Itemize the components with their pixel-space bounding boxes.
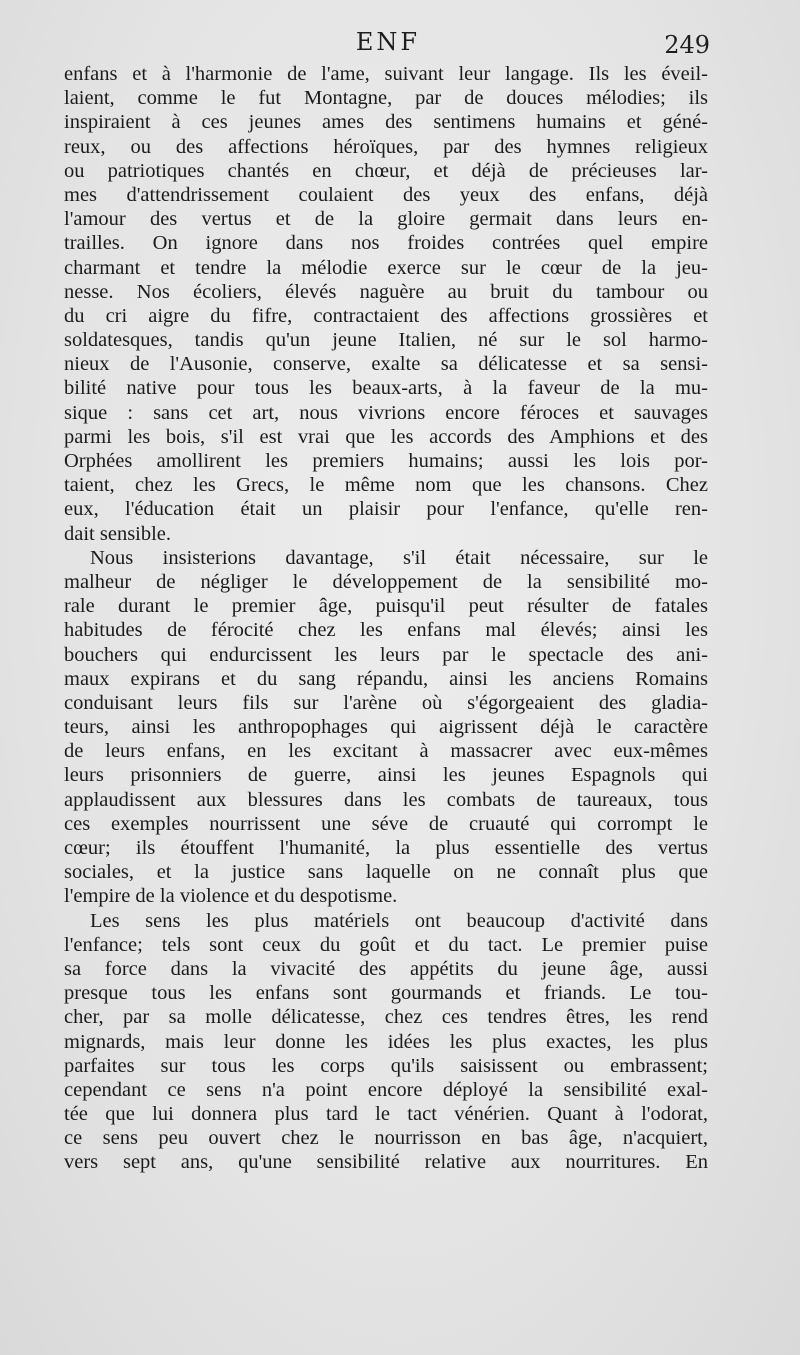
text-line: charmant et tendre la mélodie exerce sur le cœur de la jeu- [64, 256, 708, 279]
text-line: rale durant le premier âge, puisqu'il peut résulter de fatales [64, 595, 708, 618]
text-line: bouchers qui endurcissent les leurs par le spectacle des ani- [64, 643, 708, 666]
text-line: laient, comme le fut Montagne, par de douces mélodies; ils [64, 87, 708, 110]
text-line: inspiraient à ces jeunes ames des sentimens humains et géné- [64, 111, 708, 134]
text-line: leurs prisonniers de guerre, ainsi les jeunes Espagnols qui [64, 764, 708, 787]
text-line: reux, ou des affections héroïques, par des hymnes religieux [64, 135, 708, 158]
text-line: l'amour des vertus et de la gloire germait dans leurs en- [64, 208, 708, 231]
text-line: eux, l'éducation était un plaisir pour l'enfance, qu'elle ren- [64, 498, 708, 521]
text-line: cœur; ils étouffent l'humanité, la plus essentielle des vertus [64, 837, 708, 859]
text-line: l'empire de la violence et du despotisme. [64, 885, 398, 908]
text-line: parfaites sur tous les corps qu'ils saisissent ou embrassent; [64, 1054, 708, 1077]
text-line: dait sensible. [64, 522, 172, 545]
text-line: nesse. Nos écoliers, élevés naguère au bruit du tambour ou [64, 280, 708, 303]
text-line: cher, par sa molle délicatesse, chez ces tendres êtres, les rend [64, 1006, 708, 1029]
text-line: conduisant leurs fils sur l'arène où s'égorgeaient des gladia- [64, 691, 708, 714]
text-line: presque tous les enfans sont gourmands et friands. Le tou- [64, 982, 708, 1005]
text-line: soldatesques, tandis qu'un jeune Italien, né sur le sol harmo- [64, 329, 708, 352]
text-line: bilité native pour tous les beaux-arts, à la faveur de la mu- [64, 377, 708, 400]
text-line: applaudissent aux blessures dans les combats de taureaux, tous [64, 788, 708, 811]
text-line: sa force dans la vivacité des appétits du jeune âge, aussi [64, 957, 708, 980]
text-line: ou patriotiques chantés en chœur, et déjà de précieuses lar- [64, 159, 708, 182]
text-line: sociales, et la justice sans laquelle on ne connaît plus que [64, 861, 708, 884]
text-line: trailles. On ignore dans nos froides contrées quel empire [64, 232, 708, 255]
text-line: maux expirans et du sang répandu, ainsi les anciens Romains [64, 667, 708, 690]
text-line: ce sens peu ouvert chez le nourrisson en bas âge, n'acquiert, [64, 1127, 708, 1150]
text-line: nieux de l'Ausonie, conserve, exalte sa délicatesse et sa sensi- [64, 353, 708, 376]
text-line: l'enfance; tels sont ceux du goût et du tact. Le premier puise [64, 933, 708, 956]
text-line: mignards, mais leur donne les idées les plus exactes, les plus [64, 1030, 708, 1053]
text-line: du cri aigre du fifre, contractaient des affections grossières et [64, 304, 708, 327]
text-line: ces exemples nourrissent une séve de cruauté qui corrompt le [64, 812, 708, 835]
text-line: taient, chez les Grecs, le même nom que les chansons. Chez [64, 474, 708, 497]
text-line: parmi les bois, s'il est vrai que les accords des Amphions et des [64, 425, 708, 448]
text-line: teurs, ainsi les anthropophages qui aigrissent déjà le caractère [64, 716, 708, 739]
text-line: malheur de négliger le développement de la sensibilité mo- [64, 570, 708, 593]
text-line: de leurs enfans, en les excitant à massacrer avec eux-mêmes [64, 740, 708, 763]
text-line: vers sept ans, qu'une sensibilité relative aux nourritures. En [64, 1151, 708, 1174]
text-line: Nous insisterions davantage, s'il était nécessaire, sur le [90, 546, 708, 569]
text-line: tée que lui donnera plus tard le tact vénérien. Quant à l'odorat, [64, 1103, 708, 1126]
text-line: cependant ce sens n'a point encore déployé la sensibilité exal- [64, 1078, 708, 1101]
page-header [64, 28, 712, 64]
text-line: sique : sans cet art, nous vivrions encore féroces et sauvages [64, 401, 708, 424]
text-line: habitudes de férocité chez les enfans mal élevés; ainsi les [64, 619, 708, 642]
body-text [64, 62, 708, 1175]
text-line: mes d'attendrissement coulaient des yeux des enfans, déjà [64, 183, 708, 206]
running-head: ENF [355, 28, 421, 56]
page-number: 249 [664, 31, 710, 59]
text-line: Orphées amollirent les premiers humains; aussi les lois por- [64, 450, 708, 472]
text-line: enfans et à l'harmonie de l'ame, suivant leur langage. Ils les éveil- [64, 63, 708, 85]
text-line: Les sens les plus matériels ont beaucoup d'activité dans [90, 909, 708, 932]
